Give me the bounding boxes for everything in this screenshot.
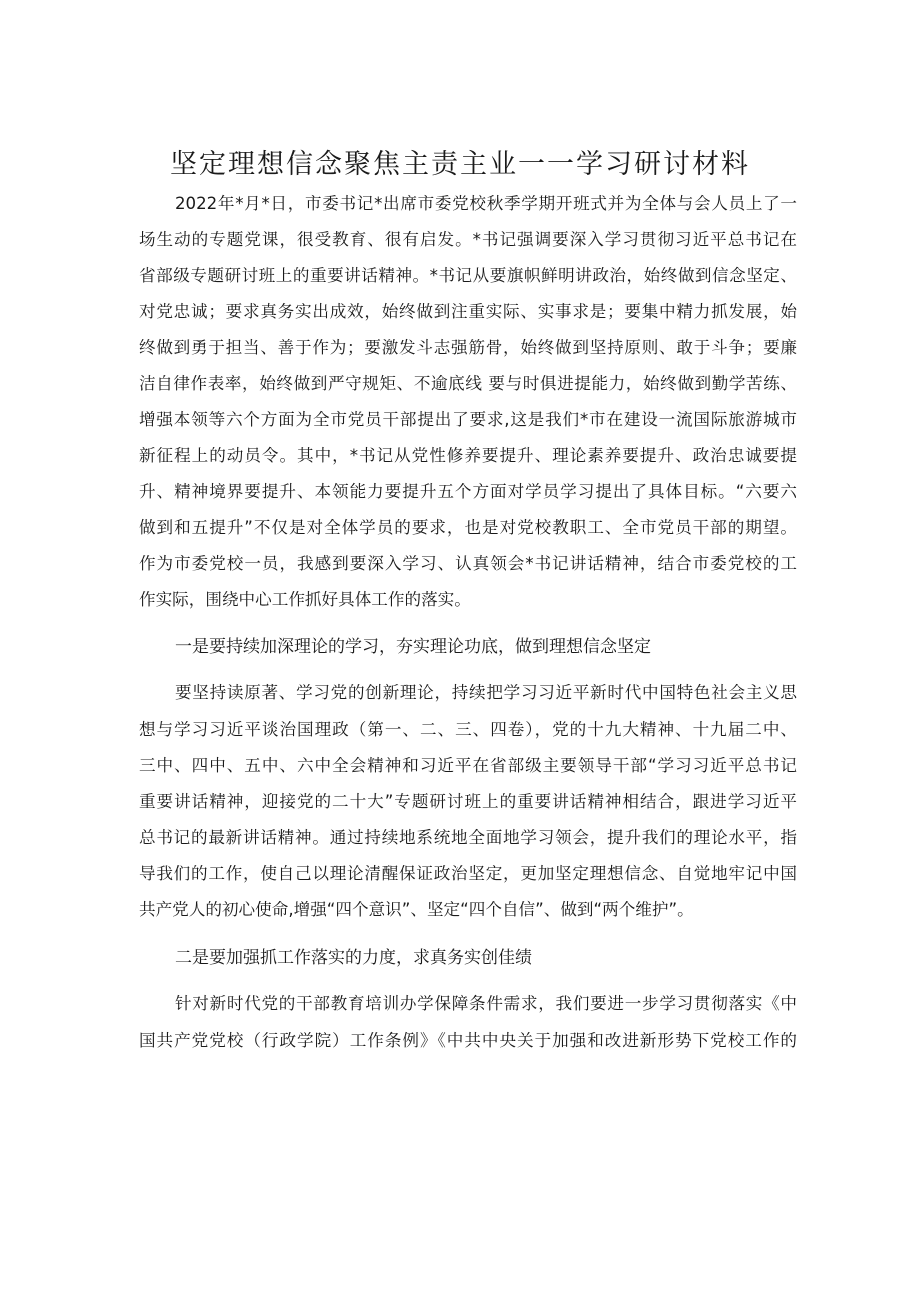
intro-line: 做到和五提升”不仅是对全体学员的要求，也是对党校教职工、全市党员干部的期望。 <box>139 518 797 537</box>
intro-line: 新征程上的动员令。其中，*书记从党性修养要提升、理论素养要提升、政治忠诚要提 <box>139 446 797 465</box>
intro-line: 对党忠诚；要求真务实出成效，始终做到注重实际、实事求是；要集中精力抓发展，始 <box>139 302 797 321</box>
intro-line: 作为市委党校一员，我感到要深入学习、认真领会*书记讲话精神，结合市委党校的工 <box>139 554 797 573</box>
document-title: 坚定理想信念聚焦主责主业一一学习研讨材料 <box>170 149 750 180</box>
intro-line: 升、精神境界要提升、本领能力要提升五个方面对学员学习提出了具体目标。“六要六 <box>139 482 797 501</box>
section2-line: 针对新时代党的干部教育培训办学保障条件需求，我们要进一步学习贯彻落实《中 <box>175 994 797 1013</box>
section1-line: 共产党人的初心使命,增强“四个意识”、坚定“四个自信”、做到“两个维护”。 <box>139 900 694 919</box>
intro-line: 作实际，围绕中心工作抓好具体工作的落实。 <box>139 590 471 609</box>
section1-line: 重要讲话精神，迎接党的二十大”专题研讨班上的重要讲话精神相结合，跟进学习近平 <box>139 792 797 811</box>
intro-line: 2022年*月*日，市委书记*出席市委党校秋季学期开班式并为全体与会人员上了一 <box>175 194 797 213</box>
section1-line: 总书记的最新讲话精神。通过持续地系统地全面地学习领会，提升我们的理论水平，指 <box>139 828 797 847</box>
section1-line: 导我们的工作，使自己以理论清醒保证政治坚定，更加坚定理想信念、自觉地牢记中国 <box>139 864 797 883</box>
section2-line: 国共产党党校（行政学院）工作条例》《中共中央关于加强和改进新形势下党校工作的 <box>139 1031 797 1050</box>
intro-line: 省部级专题研讨班上的重要讲话精神。*书记从要旗帜鲜明讲政治，始终做到信念坚定、 <box>139 266 797 285</box>
intro-line: 终做到勇于担当、善于作为；要激发斗志强筋骨，始终做到坚持原则、敢于斗争；要廉 <box>139 338 797 357</box>
intro-line: 洁自律作表率，始终做到严守规矩、不逾底线 要与时俱进提能力，始终做到勤学苦练、 <box>139 374 797 393</box>
section1-line: 想与学习习近平谈治国理政（第一、二、三、四卷），党的十九大精神、十九届二中、 <box>139 720 797 739</box>
section-heading-1: 一是要持续加深理论的学习，夯实理论功底，做到理想信念坚定 <box>175 637 651 657</box>
section1-line: 三中、四中、五中、六中全会精神和习近平在省部级主要领导干部“学习习近平总书记 <box>139 756 797 775</box>
intro-line: 场生动的专题党课，很受教育、很有启发。*书记强调要深入学习贯彻习近平总书记在 <box>139 230 797 249</box>
section-heading-2: 二是要加强抓工作落实的力度，求真务实创佳绩 <box>175 948 532 968</box>
intro-line: 增强本领等六个方面为全市党员干部提出了要求,这是我们*市在建设一流国际旅游城市 <box>139 410 797 429</box>
section1-line: 要坚持读原著、学习党的创新理论，持续把学习习近平新时代中国特色社会主义思 <box>175 683 797 702</box>
